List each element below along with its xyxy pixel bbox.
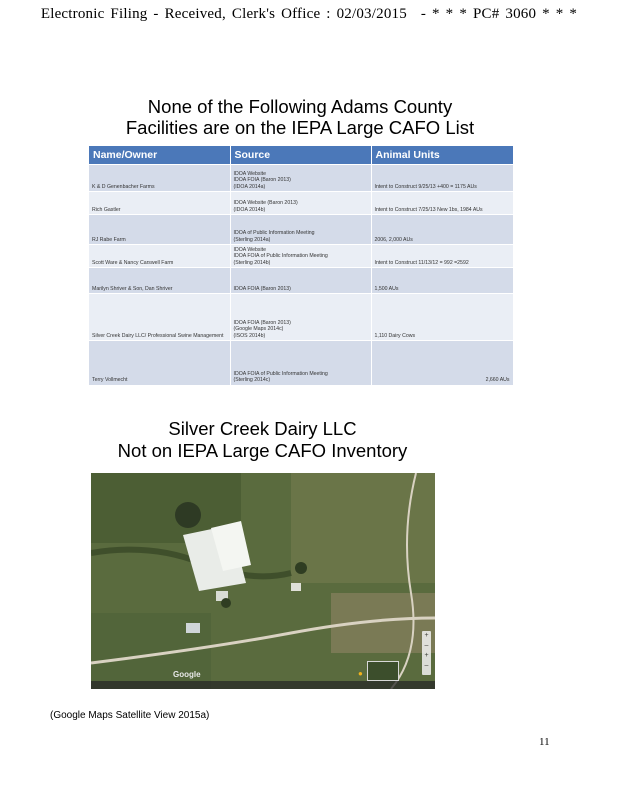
satellite-map [91,473,435,689]
cell-units: Intent to Construct 7/25/13 New 1bs, 1984 AUs [371,192,513,215]
cell-name: K & D Genenbacher Farms [89,165,230,192]
table-header-row [89,146,513,165]
source-line: (Google Maps 2014c) [233,326,284,333]
source-line: IDOA of Public Information Meeting [233,230,315,237]
source-line: (Sterling 2014b) [233,259,271,266]
table-row [89,294,513,341]
map-title [0,418,525,462]
source-line: (IDOA 2014b) [233,206,266,213]
cell-source [230,192,371,215]
map-type-thumbnail[interactable] [367,661,399,681]
pc-number: - * * * PC# 3060 * * * [420,6,578,22]
table-title [0,96,600,138]
source-line: IDOA FOIA (Baron 2013) [233,320,291,327]
table-row [89,215,513,245]
column-header-source: Source [230,146,371,165]
column-header-name: Name/Owner [89,146,230,165]
pegman-icon[interactable]: ● [358,669,363,678]
map-title-line2: Not on IEPA Large CAFO Inventory [117,440,408,461]
source-line: IDOA FOIA (Baron 2013) [233,177,291,184]
table-row [89,245,513,268]
cell-source [230,341,371,385]
cell-source [230,215,371,245]
cell-units: 2006, 2,000 AUs [371,215,513,245]
source-line: (Sterling 2014c) [233,377,271,384]
facility-table [89,146,514,385]
cell-name: RJ Rabe Farm [89,215,230,245]
source-line: (ISOS 2014b) [233,332,266,339]
cell-name: Rich Gastler [89,192,230,215]
cell-units: 1,110 Dairy Cows [371,294,513,341]
cell-units: Intent to Construct 9/25/13 +400 = 1175 AUs [371,165,513,192]
map-attribution-bar [91,681,435,689]
source-line: IDOA Website (Baron 2013) [233,200,298,207]
cell-name: Scott Ware & Nancy Carswell Farm [89,245,230,268]
table-row [89,165,513,192]
cell-units: 2,660 AUs [371,341,513,385]
cell-name: Marilyn Shriver & Son, Dan Shriver [89,268,230,294]
cell-name: Silver Creek Dairy LLC/ Professional Swine Management [89,294,230,341]
google-logo: Google [173,670,201,679]
zoom-control[interactable]: + – + – [422,631,431,675]
table-title-line2: Facilities are on the IEPA Large CAFO List [125,117,475,138]
source-line: IDOA FOIA of Public Information Meeting [233,253,328,260]
cell-name: Terry Vollmecht [89,341,230,385]
filing-header [0,6,618,23]
source-line: IDOA FOIA of Public Information Meeting [233,370,328,377]
table-row [89,268,513,294]
source-line: (IDOA 2014a) [233,183,266,190]
cell-source [230,268,371,294]
column-header-units: Animal Units [371,146,513,165]
cell-source [230,245,371,268]
filing-stamp: Electronic Filing - Received, Clerk's Office : 02/03/2015 [40,6,407,22]
source-line: (Sterling 2014a) [233,236,271,243]
map-caption: (Google Maps Satellite View 2015a) [50,710,210,721]
source-line: IDOA Website [233,171,266,178]
satellite-image [91,473,435,689]
table-row [89,341,513,385]
cell-units: 1,500 AUs [371,268,513,294]
table-row [89,192,513,215]
source-line: IDOA FOIA (Baron 2013) [233,285,291,292]
cell-units: Intent to Construct 11/13/12 = 992 =2592 [371,245,513,268]
cell-source [230,294,371,341]
page-number: 11 [539,736,550,748]
table-title-line1: None of the Following Adams County [147,96,453,117]
cell-source [230,165,371,192]
map-title-line1: Silver Creek Dairy LLC [168,418,357,439]
source-line: IDOA Website [233,247,266,254]
